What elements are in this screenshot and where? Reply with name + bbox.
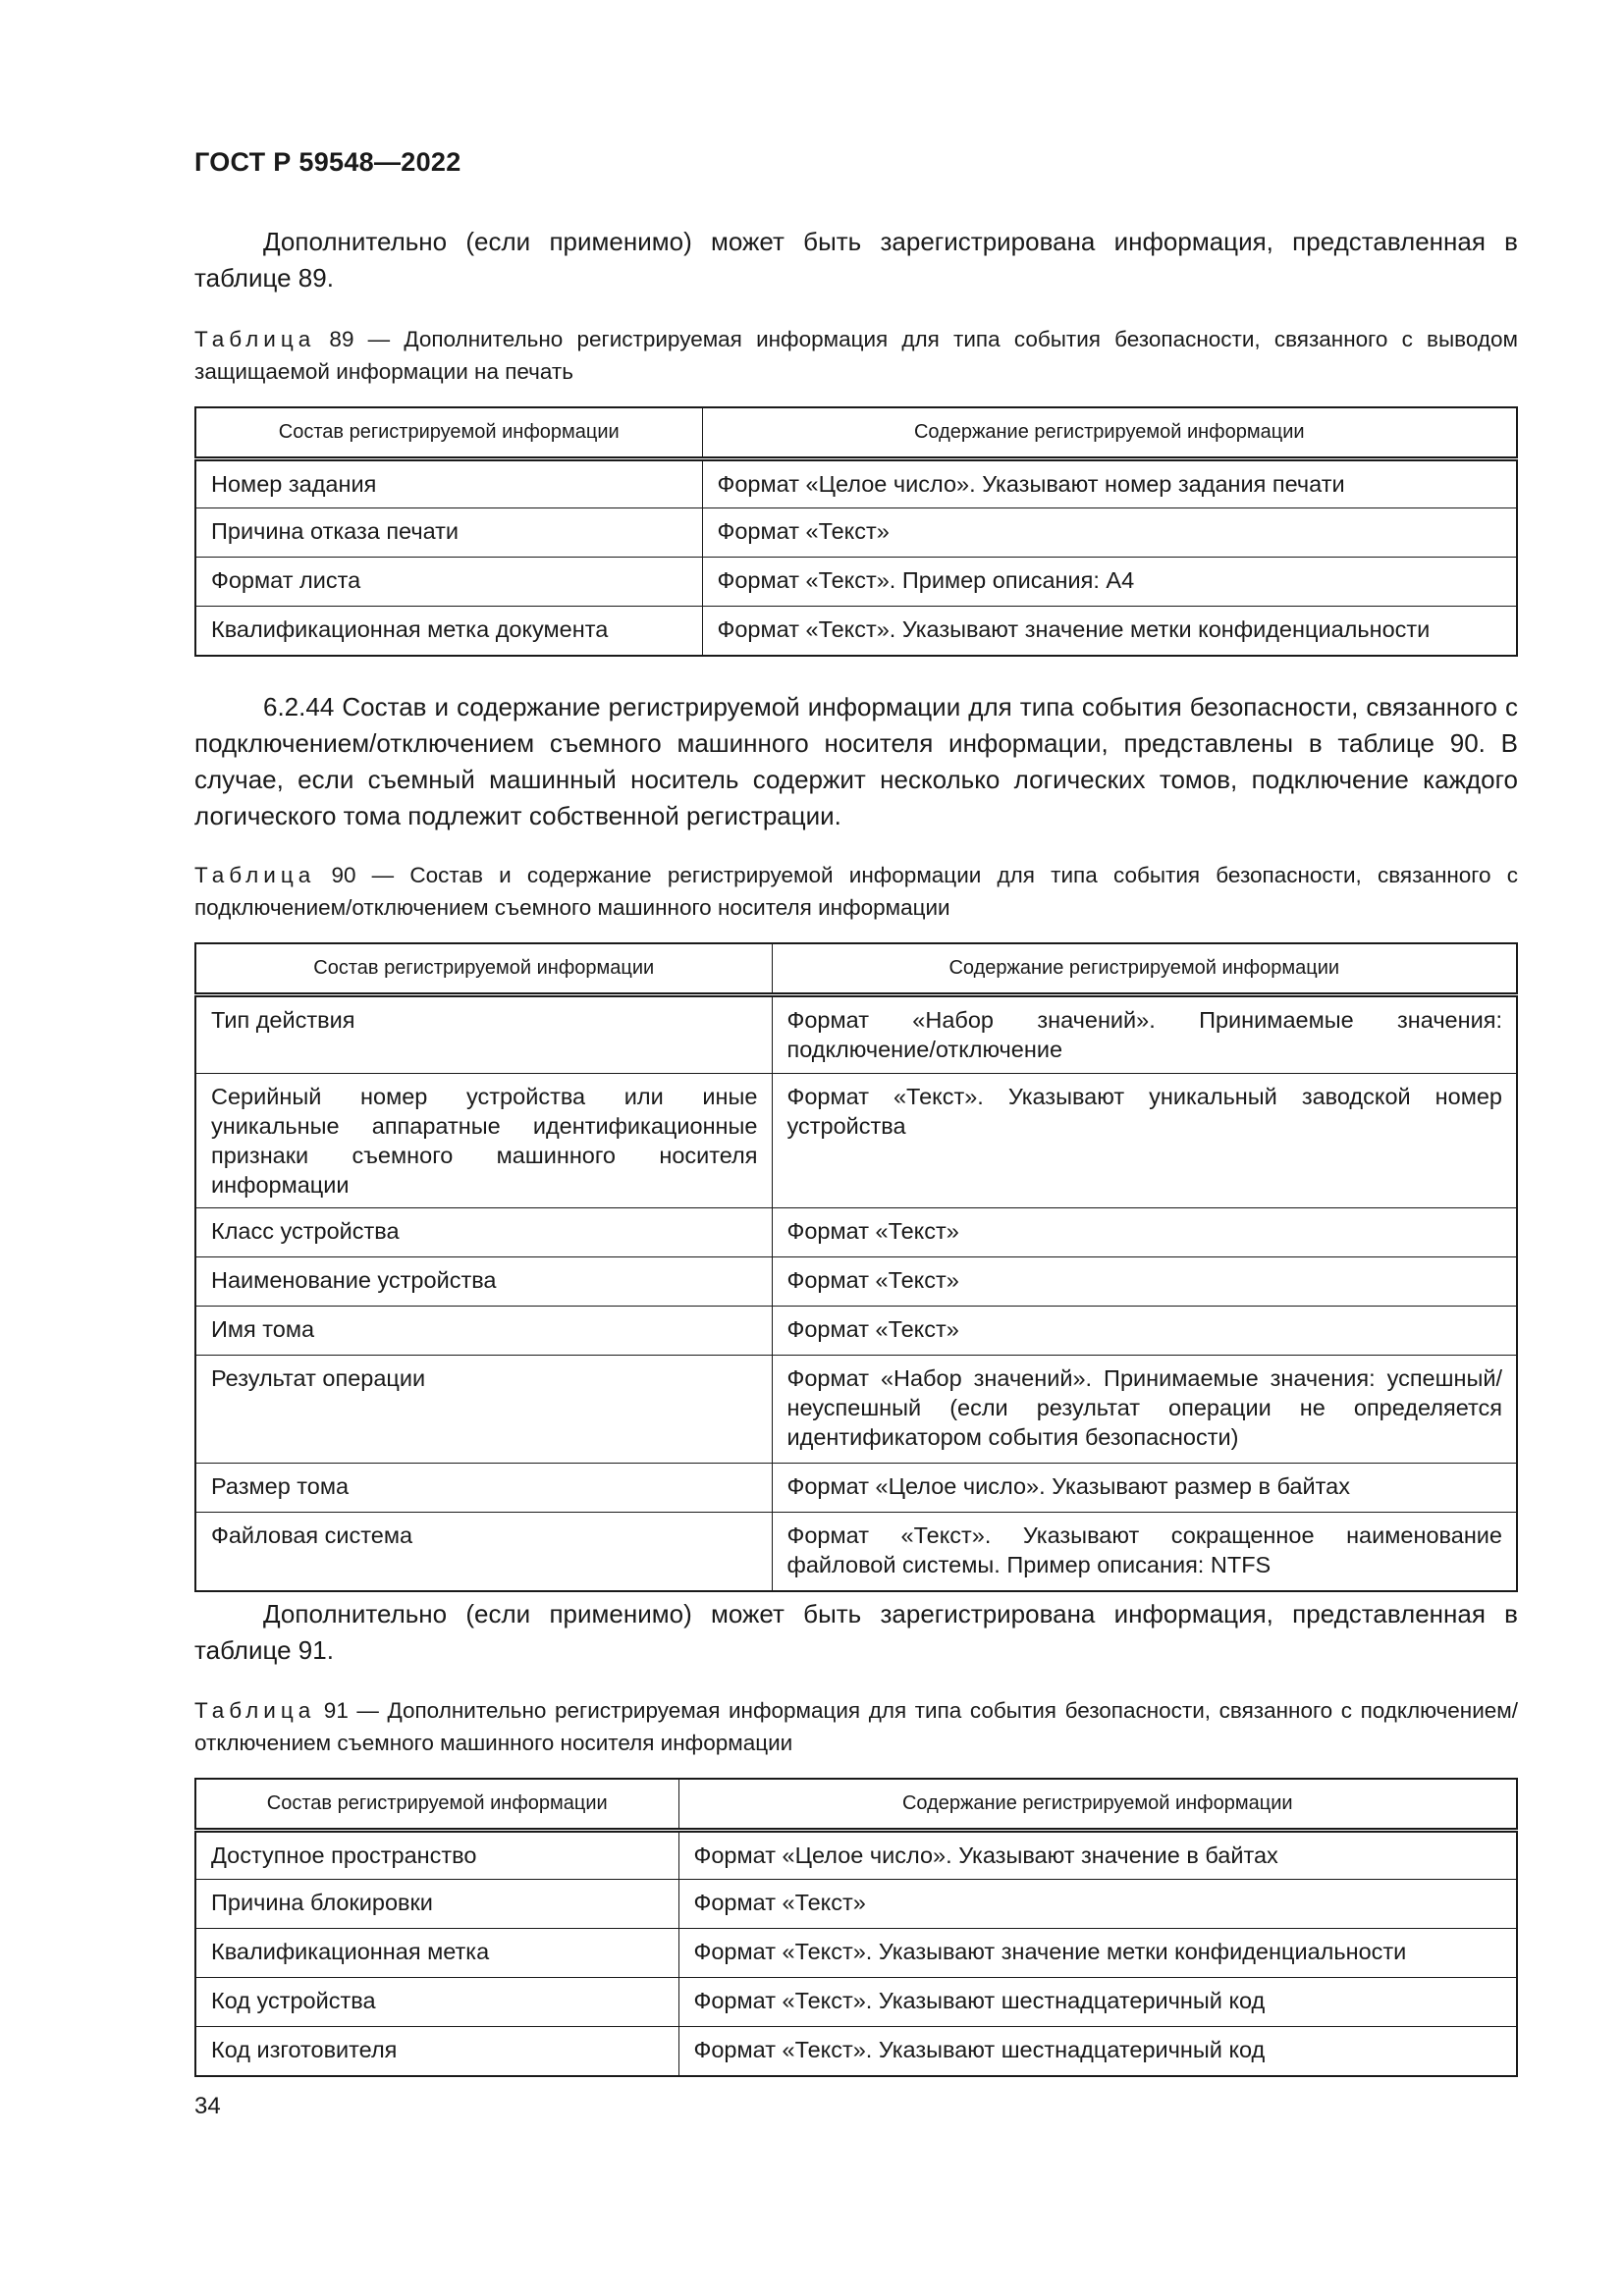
table-cell: Формат «Текст» — [772, 1208, 1517, 1257]
document-code-header: ГОСТ Р 59548—2022 — [194, 147, 461, 177]
table-89-caption-text: 89 — Дополнительно регистрируемая информация для типа события безопасности, связанного с выводом защищаемой информации на печать — [194, 327, 1518, 384]
table-cell: Доступное пространство — [195, 1831, 678, 1880]
table-row — [195, 1831, 1517, 1880]
table-cell: Код изготовителя — [195, 2027, 678, 2076]
table-cell: Код устройства — [195, 1978, 678, 2027]
table-cell: Формат «Набор значений». Принимаемые значения: успешный/неуспешный (если результат операции не определяется идентификатором события безопасности) — [772, 1356, 1517, 1464]
table-cell: Формат «Целое число». Указывают размер в байтах — [772, 1464, 1517, 1513]
table-row — [195, 1464, 1517, 1513]
table-header-row — [195, 1779, 1517, 1831]
table-cell: Формат «Текст». Указывают уникальный заводской номер устройства — [772, 1074, 1517, 1208]
table-89-caption — [194, 323, 1518, 388]
table-cell: Формат «Текст» — [772, 1307, 1517, 1356]
table-cell: Формат «Текст». Указывают шестнадцатеричный код — [678, 2027, 1517, 2076]
table-row — [195, 1880, 1517, 1929]
table-cell: Формат «Набор значений». Принимаемые значения: подключение/отключение — [772, 995, 1517, 1074]
table-row — [195, 995, 1517, 1074]
table-row — [195, 1074, 1517, 1208]
table-row — [195, 1978, 1517, 2027]
table-cell: Формат «Текст» — [678, 1880, 1517, 1929]
table-row — [195, 459, 1517, 508]
table-91-caption-text: 91 — Дополнительно регистрируемая информация для типа события безопасности, связанного с подключением/отключением съемного машинного носителя информации — [194, 1698, 1518, 1755]
column-header: Содержание регистрируемой информации — [702, 407, 1517, 459]
table-cell: Файловая система — [195, 1513, 772, 1591]
intro-paragraph-2: Дополнительно (если применимо) может быть зарегистрирована информация, представленная в таблице 91. — [194, 1599, 1518, 1665]
table-cell: Формат «Текст». Пример описания: А4 — [702, 558, 1517, 607]
table-91-caption — [194, 1694, 1518, 1759]
table-cell: Формат «Целое число». Указывают значение в байтах — [678, 1831, 1517, 1880]
table-cell: Формат «Текст». Указывают шестнадцатеричный код — [678, 1978, 1517, 2027]
table-cell: Наименование устройства — [195, 1257, 772, 1307]
table-89-caption-word: Таблица — [194, 327, 316, 351]
table-91-caption-word: Таблица — [194, 1698, 316, 1723]
table-91 — [194, 1778, 1518, 2077]
table-cell: Формат «Целое число». Указывают номер задания печати — [702, 459, 1517, 508]
table-header-row — [195, 943, 1517, 995]
table-cell: Результат операции — [195, 1356, 772, 1464]
table-90-caption — [194, 859, 1518, 924]
column-header: Содержание регистрируемой информации — [772, 943, 1517, 995]
column-header: Состав регистрируемой информации — [195, 1779, 678, 1831]
table-row — [195, 1257, 1517, 1307]
table-row — [195, 1513, 1517, 1591]
table-row — [195, 558, 1517, 607]
table-row — [195, 1929, 1517, 1978]
column-header: Содержание регистрируемой информации — [678, 1779, 1517, 1831]
table-cell: Класс устройства — [195, 1208, 772, 1257]
table-cell: Формат «Текст» — [772, 1257, 1517, 1307]
table-row — [195, 508, 1517, 558]
column-header: Состав регистрируемой информации — [195, 943, 772, 995]
table-row — [195, 1307, 1517, 1356]
table-cell: Размер тома — [195, 1464, 772, 1513]
table-cell: Формат «Текст». Указывают сокращенное наименование файловой системы. Пример описания: NTFS — [772, 1513, 1517, 1591]
table-cell: Формат «Текст». Указывают значение метки конфиденциальности — [678, 1929, 1517, 1978]
table-cell: Квалификационная метка документа — [195, 607, 702, 656]
page-number: 34 — [194, 2093, 221, 2119]
table-cell: Серийный номер устройства или иные уникальные аппаратные идентификационные признаки съемного машинного носителя информации — [195, 1074, 772, 1208]
table-cell: Квалификационная метка — [195, 1929, 678, 1978]
table-cell: Номер задания — [195, 459, 702, 508]
table-cell: Формат «Текст» — [702, 508, 1517, 558]
table-cell: Тип действия — [195, 995, 772, 1074]
table-cell: Причина блокировки — [195, 1880, 678, 1929]
table-row — [195, 1356, 1517, 1464]
table-90-caption-text: 90 — Состав и содержание регистрируемой информации для типа события безопасности, связанного с подключением/отключением съемного машинного носителя информации — [194, 863, 1518, 920]
table-row — [195, 2027, 1517, 2076]
table-90-caption-word: Таблица — [194, 863, 316, 887]
table-90 — [194, 942, 1518, 1592]
table-cell: Формат «Текст». Указывают значение метки конфиденциальности — [702, 607, 1517, 656]
table-row — [195, 1208, 1517, 1257]
table-cell: Имя тома — [195, 1307, 772, 1356]
column-header: Состав регистрируемой информации — [195, 407, 702, 459]
table-cell: Причина отказа печати — [195, 508, 702, 558]
table-89 — [194, 406, 1518, 657]
section-6-2-44-paragraph: 6.2.44 Состав и содержание регистрируемой информации для типа события безопасности, связанного с подключением/отключением съемного машинного носителя информации, представлены в таблице 90. В случае, если съемный машинный носитель содержит несколько логических томов, подключение каждого логического тома подлежит собственной регистрации. — [194, 692, 1518, 830]
table-header-row — [195, 407, 1517, 459]
table-cell: Формат листа — [195, 558, 702, 607]
intro-paragraph-1: Дополнительно (если применимо) может быть зарегистрирована информация, представленная в таблице 89. — [194, 227, 1518, 293]
table-row — [195, 607, 1517, 656]
